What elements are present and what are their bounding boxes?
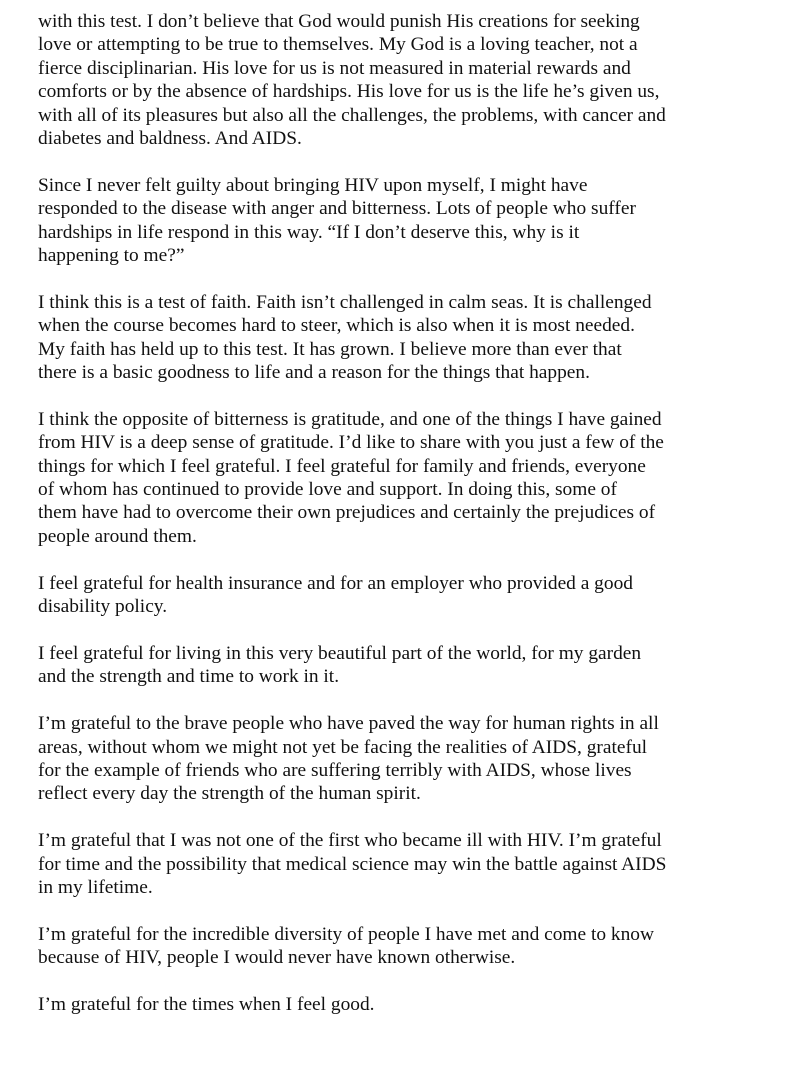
paragraph: I think the opposite of bitterness is gratitude, and one of the things I have gained from HIV is a deep sense of gratitude. I’d like to share with you just a few of the things for which I feel grateful. I feel grateful for family and friends, everyone of whom has continued to provide love and support. In doing this, some of them have had to overcome their own prejudices and certainly the prejudices of people around them. bbox=[38, 408, 664, 547]
paragraph: Since I never felt guilty about bringing HIV upon myself, I might have responded to the disease with anger and bitterness. Lots of people who suffer hardships in life respond in this way. “If I don’t deserve this, why is it happening to me?” bbox=[38, 174, 636, 267]
paragraph: I’m grateful that I was not one of the first who became ill with HIV. I’m grateful for time and the possibility that medical science may win the battle against AIDS in my lifetime. bbox=[38, 830, 667, 898]
paragraph: I’m grateful for the times when I feel good. bbox=[38, 993, 375, 1015]
paragraph: with this test. I don’t believe that God would punish His creations for seeking love or attempting to be true to themselves. My God is a loving teacher, not a fierce disciplinarian. His love for us is not measured in material rewards and comforts or by the absence of hardships. His love for us is the life he’s given us, with all of its pleasures but also all the challenges, the problems, with cancer and diabetes and baldness. And AIDS. bbox=[38, 11, 666, 150]
paragraph: I feel grateful for health insurance and for an employer who provided a good disability policy. bbox=[38, 572, 633, 618]
paragraph: I feel grateful for living in this very beautiful part of the world, for my garden and the strength and time to work in it. bbox=[38, 642, 642, 688]
paragraph: I think this is a test of faith. Faith isn’t challenged in calm seas. It is challenged when the course becomes hard to steer, which is also when it is most needed. My faith has held up to this test. It has grown. I believe more than ever that there is a basic goodness to life and a reason for the things that happen. bbox=[38, 291, 652, 384]
paragraph: I’m grateful for the incredible diversity of people I have met and come to know because of HIV, people I would never have known otherwise. bbox=[38, 923, 654, 969]
document-page bbox=[38, 10, 788, 1016]
paragraph: I’m grateful to the brave people who have paved the way for human rights in all areas, without whom we might not yet be facing the realities of AIDS, grateful for the example of friends who are suffering terribly with AIDS, whose lives reflect every day the strength of the human spirit. bbox=[38, 713, 659, 805]
